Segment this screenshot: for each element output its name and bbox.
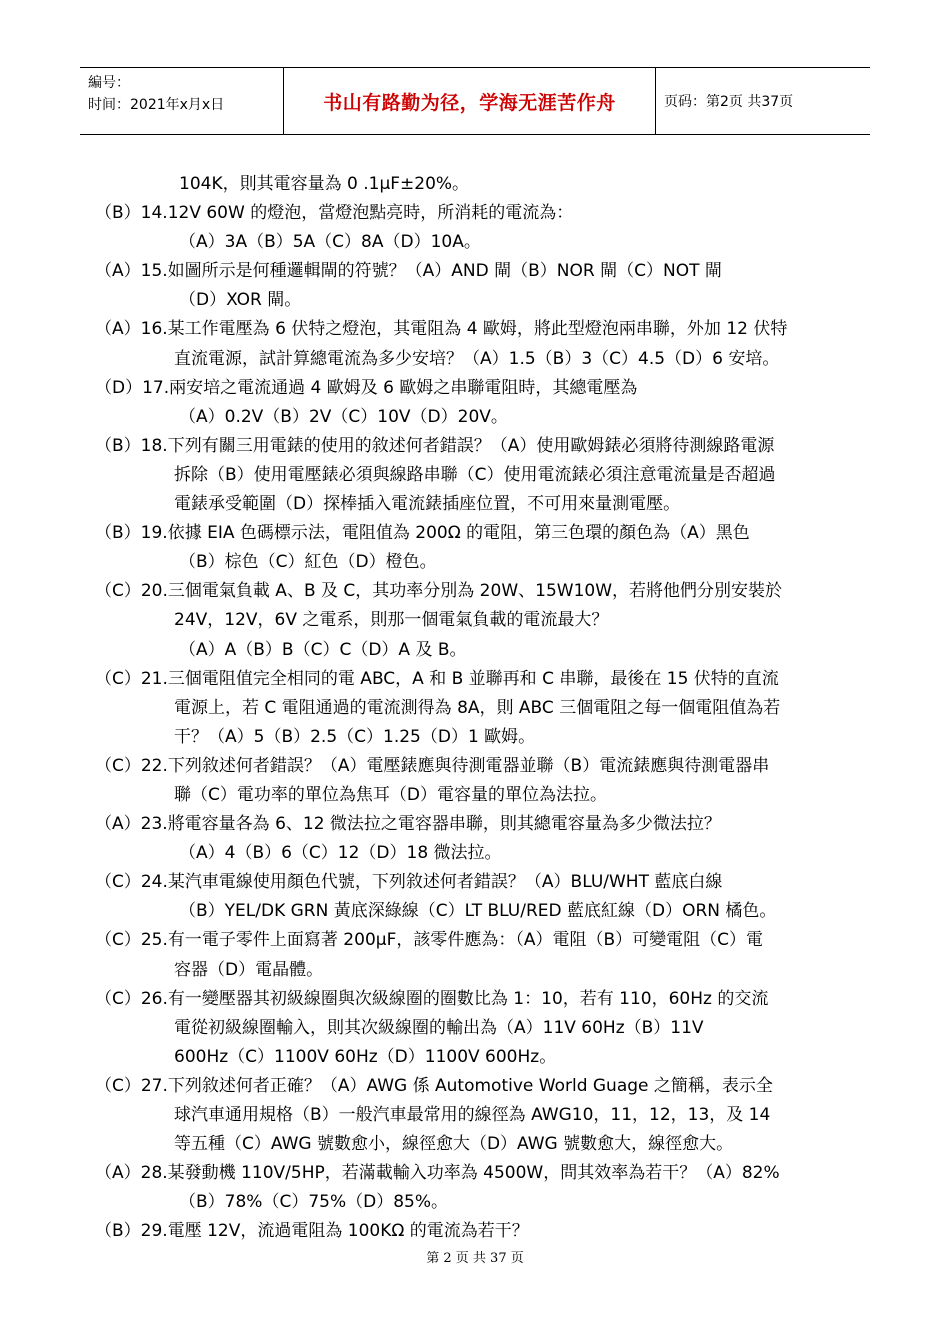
question-line: （C）27.下列敘述何者正確？（A）AWG 係 Automotive World Guage 之簡稱，表示全 — [95, 1075, 773, 1096]
question-continuation-line: （D）XOR 閘。 — [179, 290, 302, 311]
question-continuation-line: 600Hz（C）1100V 60Hz（D）1100V 600Hz。 — [174, 1046, 557, 1067]
question-continuation-line: 電從初級線圈輸入，則其次級線圈的輸出為（A）11V 60Hz（B）11V — [174, 1017, 704, 1038]
question-line: （C）24.某汽車電線使用顏色代號，下列敘述何者錯誤？（A）BLU/WHT 藍底白線 — [95, 872, 723, 893]
question-line: （A）28.某發動機 110V/5HP，若滿載輸入功率為 4500W，問其效率為若干？（A）82% — [95, 1163, 780, 1184]
question-continuation-line: 干？（A）5（B）2.5（C）1.25（D）1 歐姆。 — [174, 726, 536, 747]
question-line: （C）20.三個電氣負載 A、B 及 C，其功率分別為 20W、15W10W，若將他們分別安裝於 — [95, 581, 783, 602]
question-line: （C）26.有一變壓器其初級線圈與次級線圈的圈數比為 1：10，若有 110，60Hz 的交流 — [95, 988, 769, 1009]
document-number-label: 編号： — [88, 75, 130, 91]
header-page-cell — [656, 68, 870, 134]
question-line: （C）22.下列敘述何者錯誤？（A）電壓錶應與待測電器並聯（B）電流錶應與待測電器串 — [95, 755, 770, 776]
question-line: （D）17.兩安培之電流通過 4 歐姆及 6 歐姆之串聯電阻時，其總電壓為 — [95, 377, 638, 398]
page-header — [80, 67, 870, 135]
question-line: （B）29.電壓 12V，流過電阻為 100KΩ 的電流為若干？ — [95, 1221, 529, 1242]
question-continuation-line: 等五種（C）AWG 號數愈小，線徑愈大（D）AWG 號數愈大，線徑愈大。 — [174, 1134, 734, 1155]
question-continuation-line: 球汽車通用規格（B）一般汽車最常用的線徑為 AWG10，11，12，13，及 14 — [174, 1105, 771, 1125]
page-footer: 第 2 页 共 37 页 — [426, 1251, 524, 1266]
question-line: （B）14.12V 60W 的燈泡，當燈泡點亮時，所消耗的電流為： — [95, 203, 574, 224]
question-line: （A）23.將電容量各為 6、12 微法拉之電容器串聯，則其總電容量為多少微法拉？ — [95, 814, 721, 835]
question-list — [95, 170, 865, 1246]
question-continuation-line: （A）0.2V（B）2V（C）10V（D）20V。 — [179, 406, 508, 427]
question-continuation-line: 104K，則其電容量為 0 .1µF±20%。 — [179, 174, 470, 194]
question-line: （A）16.某工作電壓為 6 伏特之燈泡，其電阻為 4 歐姆，將此型燈泡兩串聯，外加 12 伏特 — [95, 319, 788, 340]
question-continuation-line: （A）A（B）B（C）C（D）A 及 B。 — [179, 639, 467, 660]
question-continuation-line: 容器（D）電晶體。 — [174, 959, 324, 980]
question-continuation-line: （B）棕色（C）紅色（D）橙色。 — [179, 552, 437, 573]
question-continuation-line: （A）3A（B）5A（C）8A（D）10A。 — [179, 232, 481, 253]
question-continuation-line: 直流電源，試計算總電流為多少安培？（A）1.5（B）3（C）4.5（D）6 安培。 — [174, 348, 780, 369]
header-motto-cell — [284, 68, 656, 134]
question-line: （B）18.下列有關三用電錶的使用的敘述何者錯誤？（A）使用歐姆錶必須將待測線路電源 — [95, 435, 775, 456]
question-line: （B）19.依據 EIA 色碼標示法，電阻值為 200Ω 的電阻，第三色環的顏色為（A）黑色 — [95, 523, 750, 544]
question-line: （A）15.如圖所示是何種邏輯閘的符號？（A）AND 閘（B）NOR 閘（C）NOT 閘 — [95, 261, 722, 282]
header-page-label: 页码：第2页 共37页 — [664, 94, 794, 110]
question-continuation-line: 電源上，若 C 電阻通過的電流測得為 8A，則 ABC 三個電阻之每一個電阻值為若 — [174, 697, 781, 718]
question-continuation-line: 拆除（B）使用電壓錶必須與線路串聯（C）使用電流錶必須注意電流量是否超過 — [174, 464, 776, 485]
document-date-label: 时间：2021年x月x日 — [88, 97, 225, 113]
question-continuation-line: （B）YEL/DK GRN 黃底深綠線（C）LT BLU/RED 藍底紅線（D）ORN 橘色。 — [179, 901, 777, 922]
question-continuation-line: （A）4（B）6（C）12（D）18 微法拉。 — [179, 843, 502, 864]
question-line: （C）25.有一電子零件上面寫著 200µF，該零件應為：（A）電阻（B）可變電阻（C）電 — [95, 930, 764, 951]
question-continuation-line: （B）78%（C）75%（D）85%。 — [179, 1192, 448, 1213]
question-line: （C）21.三個電阻值完全相同的電 ABC，A 和 B 並聯再和 C 串聯，最後在 15 伏特的直流 — [95, 668, 779, 689]
question-continuation-line: 聯（C）電功率的單位為焦耳（D）電容量的單位為法拉。 — [174, 784, 607, 805]
header-motto: 书山有路勤为径，学海无涯苦作舟 — [323, 91, 616, 114]
question-continuation-line: 24V，12V，6V 之電系，則那一個電氣負載的電流最大？ — [174, 610, 609, 631]
question-continuation-line: 電錶承受範圍（D）探棒插入電流錶插座位置，不可用來量測電壓。 — [174, 494, 681, 515]
header-meta-cell — [80, 68, 284, 134]
